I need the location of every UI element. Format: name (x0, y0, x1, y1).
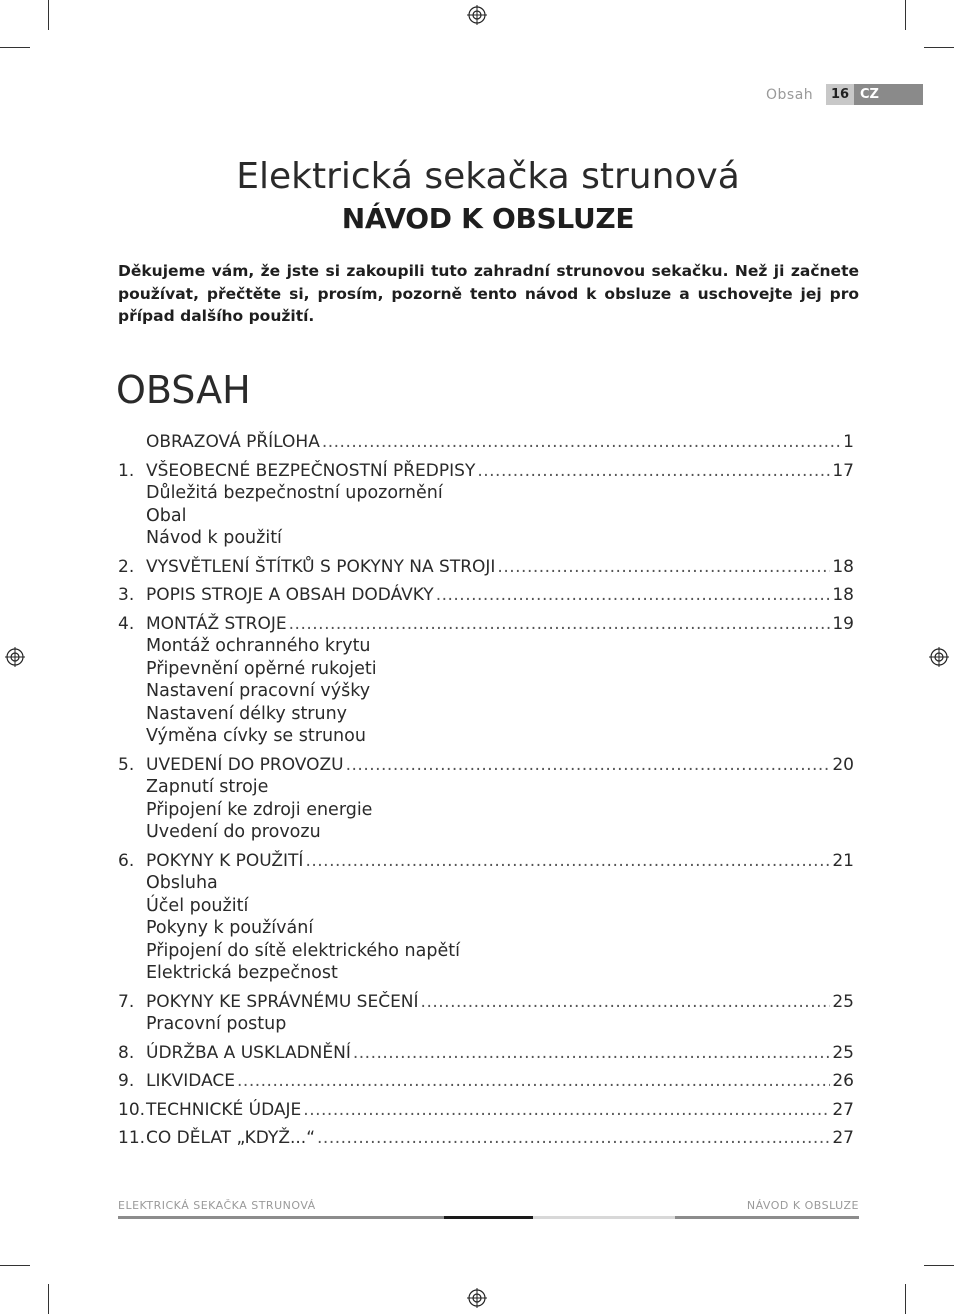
crop-mark (48, 0, 49, 30)
toc-leader-dots (303, 1099, 830, 1122)
toc-entry (118, 556, 854, 579)
toc-entry (118, 1099, 854, 1122)
registration-mark-icon (467, 1288, 487, 1308)
toc-entry-number: 10. (118, 1099, 146, 1120)
toc-subentry: Obal (146, 505, 187, 526)
toc-subentry: Návod k použití (146, 528, 282, 548)
toc-subentry: Důležitá bezpečnostní upozornění (146, 483, 443, 503)
toc-leader-dots (322, 431, 841, 454)
toc-subentry: Nastavení délky struny (146, 703, 348, 724)
toc-entry-page: 18 (832, 585, 854, 605)
toc-leader-dots (237, 1070, 830, 1093)
toc-entry-title: POKYNY KE SPRÁVNÉMU SEČENÍ (146, 991, 419, 1012)
toc-subentry: Pokyny k používání (146, 918, 314, 938)
toc-entry-number: 1. (118, 460, 135, 481)
toc-leader-dots (305, 850, 830, 873)
intro-paragraph: Děkujeme vám, že jste si zakoupili tuto zahradní strunovou sekačku. Než ji začnete používat, přečtěte si, prosím, pozorně tento návod k obsluze a uschovejte jej pro případ dalšího použití. (118, 262, 859, 325)
toc-entry-number: 11. (118, 1128, 146, 1148)
toc-entry-page: 25 (832, 1042, 854, 1063)
toc-entry-title: MONTÁŽ STROJE (146, 613, 287, 634)
crop-mark (0, 1265, 30, 1266)
footer-left-label: ELEKTRICKÁ SEKAČKA STRUNOVÁ (118, 1199, 316, 1212)
toc-entry-page: 20 (832, 754, 854, 775)
toc-entry (118, 613, 854, 636)
footer-bar-black (444, 1216, 533, 1219)
toc-entry (118, 1127, 854, 1150)
toc-entry (118, 754, 854, 777)
toc-entry-page: 21 (832, 850, 854, 871)
toc-entry (118, 1042, 854, 1065)
toc-entry-number: 5. (118, 754, 135, 775)
crop-mark (905, 1284, 906, 1314)
toc-leader-dots (289, 613, 831, 636)
toc-leader-dots (497, 556, 830, 579)
toc-entry-page: 25 (832, 991, 854, 1012)
registration-mark-icon (467, 5, 487, 25)
toc-entry (118, 850, 854, 873)
page-number: 16 (826, 84, 854, 105)
toc-entry-page: 27 (832, 1099, 854, 1120)
toc-subentry: Výměna cívky se strunou (146, 726, 366, 746)
toc-heading: OBSAH (116, 368, 251, 412)
footer-bar-gray (675, 1216, 859, 1219)
toc-subentry: Montáž ochranného krytu (146, 636, 371, 656)
toc-entry-number: 9. (118, 1071, 135, 1091)
toc-subentry: Elektrická bezpečnost (146, 963, 338, 983)
crop-mark (905, 0, 906, 30)
toc-entry-title: UVEDENÍ DO PROVOZU (146, 754, 344, 775)
toc-entry-title: VŠEOBECNÉ BEZPEČNOSTNÍ PŘEDPISY (146, 460, 476, 481)
toc-entry-number: 2. (118, 556, 135, 577)
footer-bar-gray (118, 1216, 444, 1219)
toc-entry-page: 27 (832, 1128, 854, 1148)
toc-entry-title: OBRAZOVÁ PŘÍLOHA (146, 432, 320, 452)
toc-entry (118, 991, 854, 1014)
toc-subentry: Zapnutí stroje (146, 777, 269, 797)
toc-entry (118, 460, 854, 483)
toc-subentry: Nastavení pracovní výšky (146, 681, 371, 701)
toc-entry-page: 19 (832, 613, 854, 634)
toc-entry-page: 17 (832, 460, 854, 481)
toc-entry (118, 584, 854, 607)
toc-subentry: Připevnění opěrné rukojeti (146, 658, 377, 679)
footer-bar-light (533, 1216, 675, 1219)
toc-entry-title: ÚDRŽBA A USKLADNĚNÍ (146, 1042, 351, 1063)
toc-entry-title: TECHNICKÉ ÚDAJE (146, 1099, 302, 1120)
language-badge: CZ (854, 84, 923, 105)
toc-subentry: Uvedení do provozu (146, 822, 321, 842)
header-section-label: Obsah (766, 86, 814, 103)
toc-entry-number: 7. (118, 991, 135, 1012)
toc-subentry: Obsluha (146, 873, 218, 893)
document-title: Elektrická sekačka strunová (236, 156, 740, 197)
toc-leader-dots (421, 991, 831, 1014)
toc-entry-number: 8. (118, 1042, 135, 1063)
toc-entry-number: 6. (118, 850, 135, 871)
footer-right-label: NÁVOD K OBSLUZE (746, 1199, 859, 1212)
toc-entry-number: 3. (118, 585, 135, 605)
table-of-contents (118, 431, 854, 1156)
toc-entry (118, 1070, 854, 1093)
crop-mark (0, 47, 30, 48)
page-header (766, 84, 923, 105)
toc-leader-dots (353, 1042, 830, 1065)
toc-entry-title: POKYNY K POUŽITÍ (146, 850, 304, 871)
toc-subentry: Připojení do sítě elektrického napětí (146, 940, 460, 961)
toc-entry-title: CO DĚLAT „KDYŽ...“ (146, 1128, 316, 1148)
toc-leader-dots (346, 754, 831, 777)
crop-mark (48, 1284, 49, 1314)
toc-entry-page: 18 (832, 556, 854, 577)
toc-leader-dots (436, 584, 831, 607)
toc-entry-title: LIKVIDACE (146, 1071, 236, 1091)
crop-mark (924, 47, 954, 48)
toc-subentry: Pracovní postup (146, 1014, 287, 1034)
crop-mark (924, 1265, 954, 1266)
toc-entry (118, 431, 854, 454)
registration-mark-icon (929, 647, 949, 667)
toc-entry-page: 1 (843, 432, 854, 452)
document-subtitle: NÁVOD K OBSLUZE (341, 202, 635, 235)
registration-mark-icon (5, 647, 25, 667)
toc-entry-page: 26 (832, 1071, 854, 1091)
toc-leader-dots (477, 460, 830, 483)
toc-leader-dots (317, 1127, 830, 1150)
toc-subentry: Účel použití (146, 895, 249, 916)
toc-subentry: Připojení ke zdroji energie (146, 799, 373, 820)
toc-entry-title: POPIS STROJE A OBSAH DODÁVKY (146, 585, 434, 605)
toc-entry-title: VYSVĚTLENÍ ŠTÍTKŮ S POKYNY NA STROJI (146, 556, 496, 577)
toc-entry-number: 4. (118, 613, 135, 634)
